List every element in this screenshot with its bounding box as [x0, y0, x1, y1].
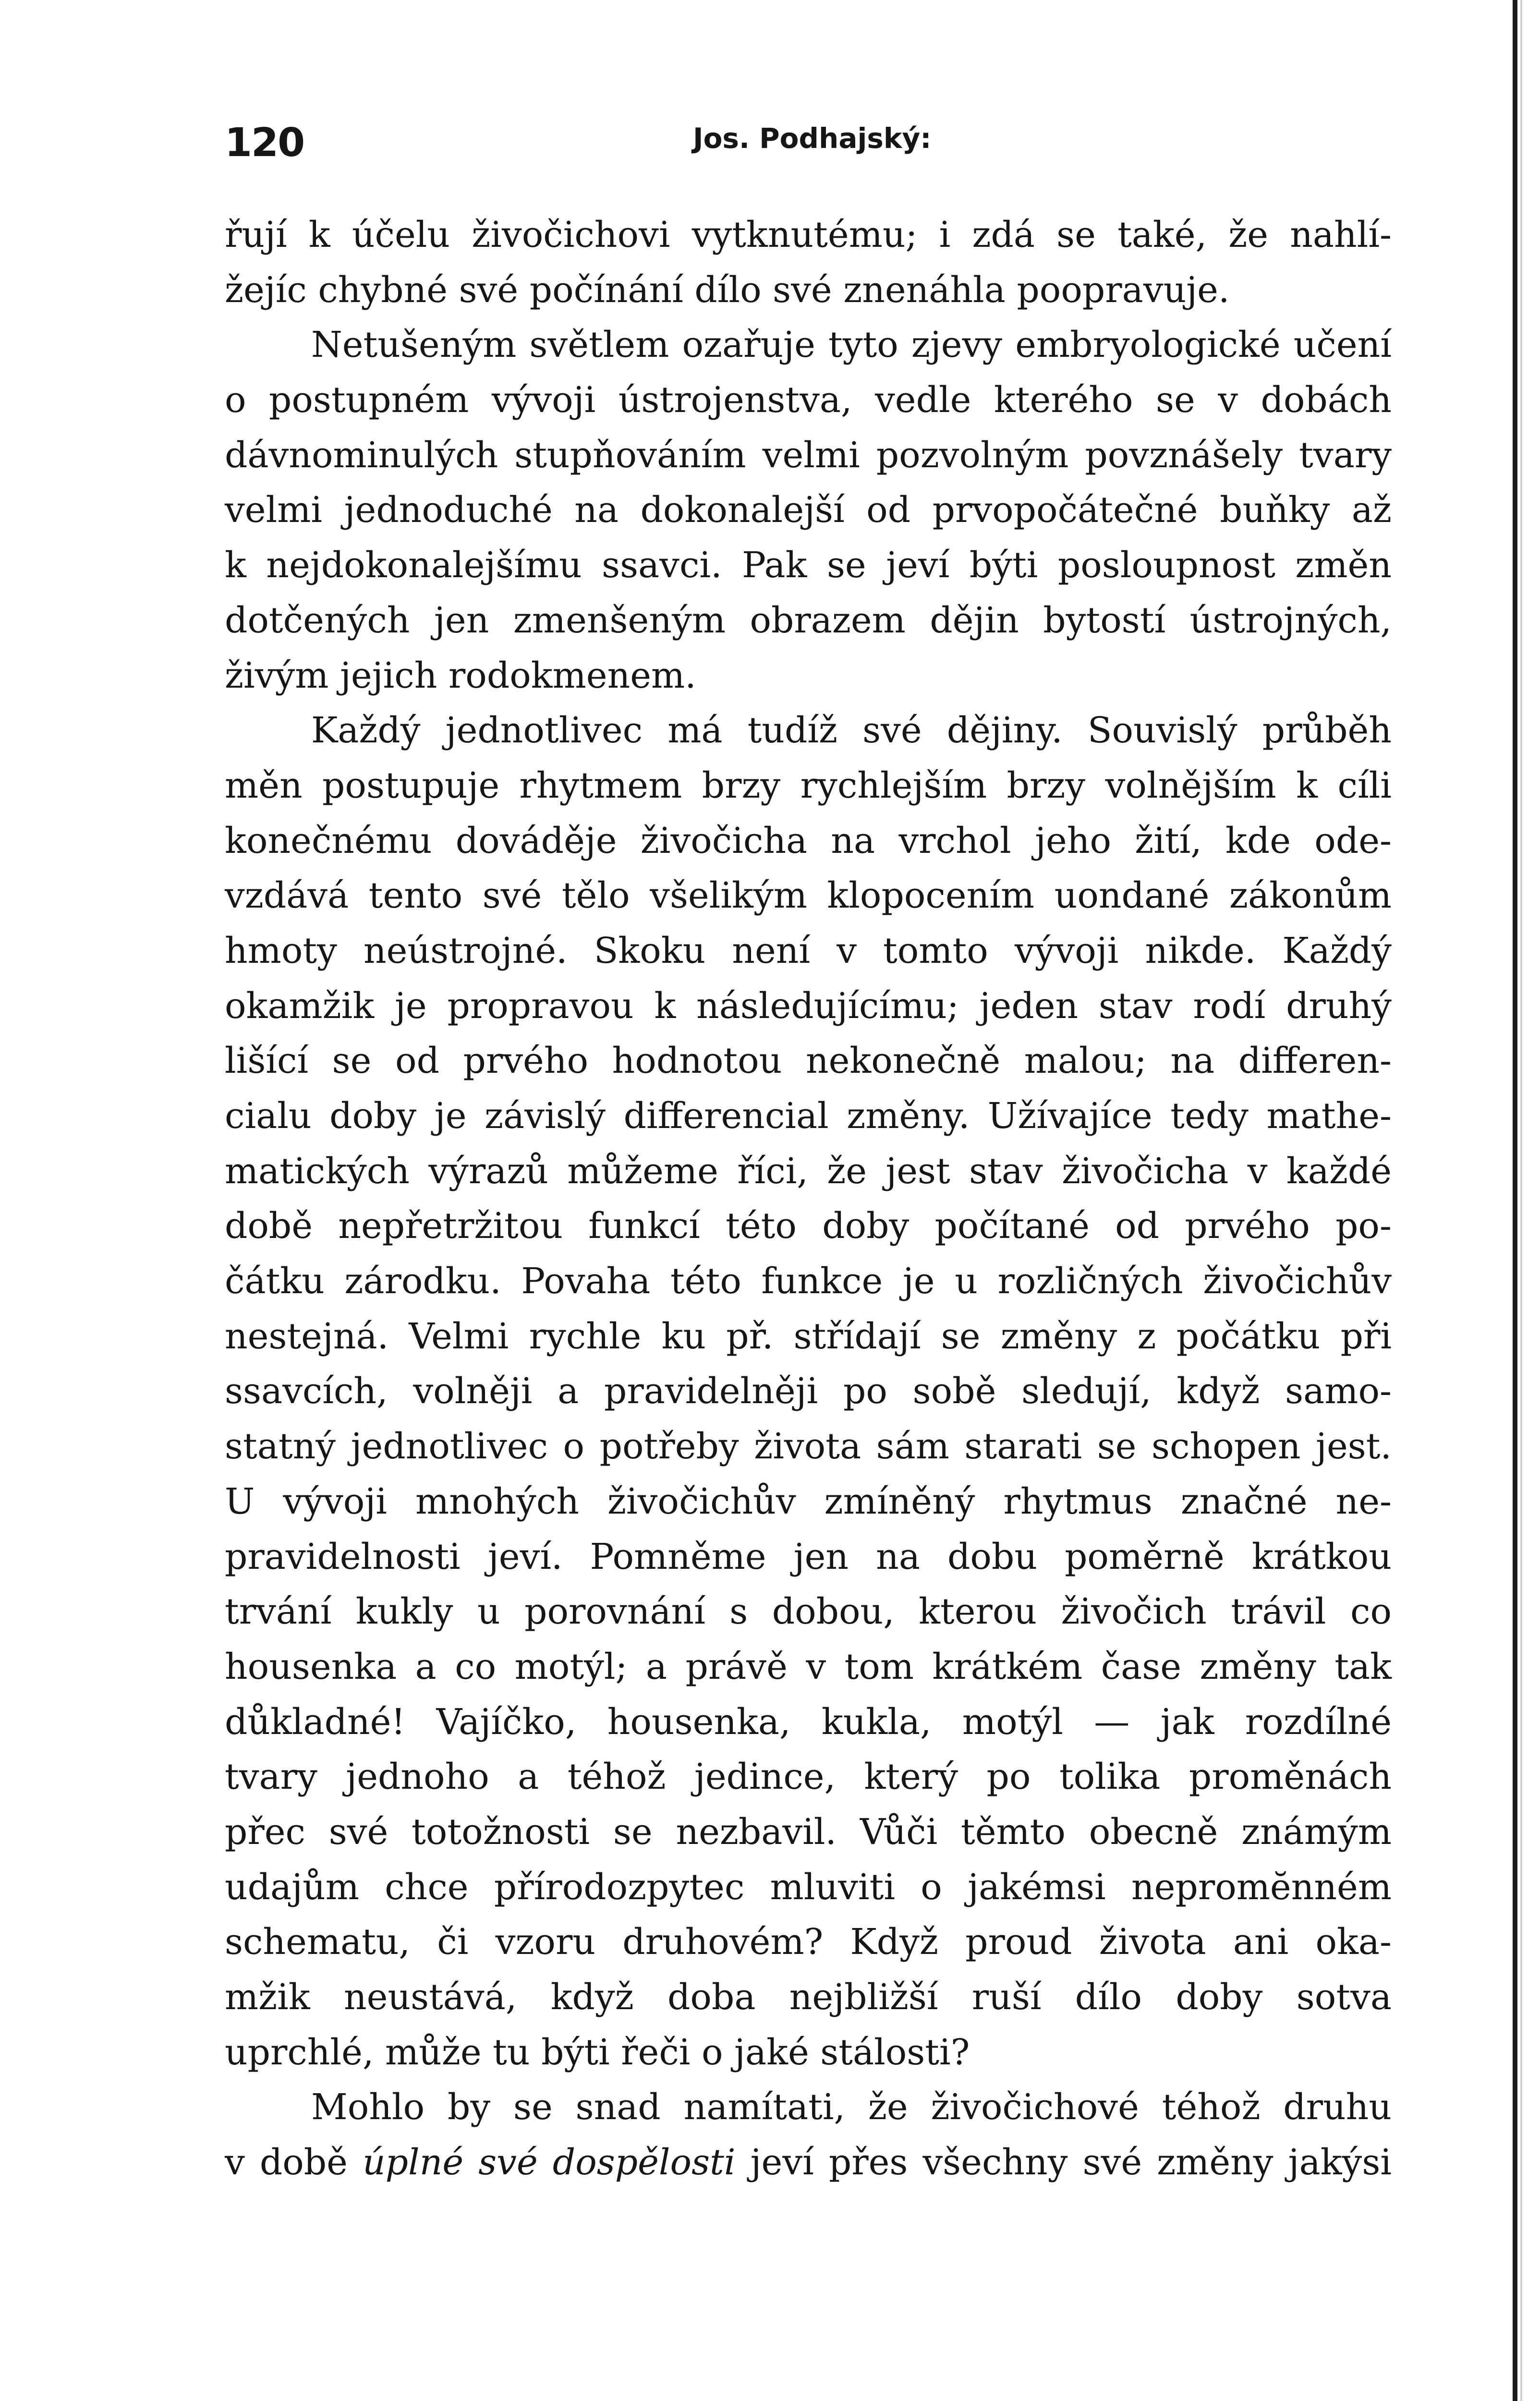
text-line: Netušeným světlem ozařuje tyto zjevy embryologické učení	[311, 324, 1392, 366]
text-line: hmoty neústrojné. Skoku není v tomto vývoji nikde. Každý	[225, 930, 1392, 971]
page-edge	[1513, 0, 1517, 2401]
text-line: statný jednotlivec o potřeby života sám starati se schopen jest.	[225, 1426, 1392, 1467]
text-line: dotčených jen zmenšeným obrazem dějin bytostí ústrojných,	[225, 599, 1392, 641]
text-line: matických výrazů můžeme říci, že jest stav živočicha v každé	[225, 1150, 1392, 1192]
text-line: přec své totožnosti se nezbavil. Vůči těmto obecně známým	[225, 1811, 1392, 1853]
text-line: U vývoji mnohých živočichův zmíněný rhytmus značné ne-	[225, 1480, 1392, 1522]
text-line: živým jejich rodokmenem.	[225, 655, 696, 696]
text-line-last	[225, 2135, 1392, 2190]
text-line: lišící se od prvého hodnotou nekonečně malou; na differen-	[225, 1040, 1392, 1082]
page-edge-inner	[1520, 0, 1522, 2401]
text-line: vzdává tento své tělo všelikým klopocením uondané zákonům	[225, 875, 1392, 917]
text-line: housenka a co motýl; a právě v tom krátkém čase změny tak	[225, 1646, 1392, 1687]
text-line: mžik neustává, když doba nejbližší ruší dílo doby sotva	[225, 1977, 1392, 2018]
text-line: uprchlé, může tu býti řeči o jaké stálosti?	[225, 2031, 970, 2073]
text-line: konečnému dováděje živočicha na vrchol jeho žití, kde ode-	[225, 820, 1392, 861]
text-line: žejíc chybné své počínání dílo své znenáhla poopravuje.	[225, 269, 1230, 311]
text-line: udajům chce přírodozpytec mluviti o jakémsi nepromĕnném	[225, 1866, 1392, 1908]
text-line: čátku zárodku. Povaha této funkce je u rozličných živočichův	[225, 1261, 1392, 1302]
text-line: cialu doby je závislý differencial změny. Užívajíce tedy mathe-	[225, 1095, 1392, 1137]
text-line: době nepřetržitou funkcí této doby počítané od prvého po-	[225, 1205, 1392, 1247]
text-line: nestejná. Velmi rychle ku př. střídají se změny z počátku při	[225, 1315, 1392, 1357]
text-line: Každý jednotlivec má tudíž své dějiny. Souvislý průběh	[311, 710, 1392, 752]
running-head: Jos. Podhajský:	[693, 122, 932, 155]
text-line: velmi jednoduché na dokonalejší od prvopočátečné buňky až	[225, 489, 1392, 531]
page-number: 120	[225, 120, 304, 166]
page-header	[225, 120, 1392, 178]
text-line: důkladné! Vajíčko, housenka, kukla, motýl — jak rozdílné	[225, 1701, 1392, 1743]
text-line: pravidelnosti jeví. Pomněme jen na dobu poměrně krátkou	[225, 1536, 1392, 1577]
text-line: tvary jednoho a téhož jedince, který po tolika proměnách	[225, 1756, 1392, 1798]
body-text	[225, 207, 1392, 2190]
last-line-end: jeví přes všechny své změny jakýsi	[750, 2142, 1392, 2183]
text-line: řují k účelu živočichovi vytknutému; i zdá se také, že nahlí-	[225, 214, 1392, 255]
italic-phrase: úplné své dospělosti	[363, 2142, 736, 2183]
last-line-start: v době	[225, 2142, 348, 2183]
text-line: okamžik je propravou k následujícímu; jeden stav rodí druhý	[225, 985, 1392, 1027]
text-line: o postupném vývoji ústrojenstva, vedle kterého se v dobách	[225, 379, 1392, 421]
text-line: měn postupuje rhytmem brzy rychlejším brzy volnějším k cíli	[225, 764, 1392, 806]
text-line: trvání kukly u porovnání s dobou, kterou živočich trávil co	[225, 1591, 1392, 1633]
text-line: Mohlo by se snad namítati, že živočichové téhož druhu	[311, 2086, 1392, 2128]
text-line: ssavcích, volněji a pravidelněji po sobě sledují, když samo-	[225, 1370, 1392, 1412]
text-line: dávnominulých stupňováním velmi pozvolným povznášely tvary	[225, 434, 1392, 476]
text-line: schematu, či vzoru druhovém? Když proud života ani oka-	[225, 1921, 1392, 1963]
text-line: k nejdokonalejšímu ssavci. Pak se jeví býti posloupnost změn	[225, 545, 1392, 586]
